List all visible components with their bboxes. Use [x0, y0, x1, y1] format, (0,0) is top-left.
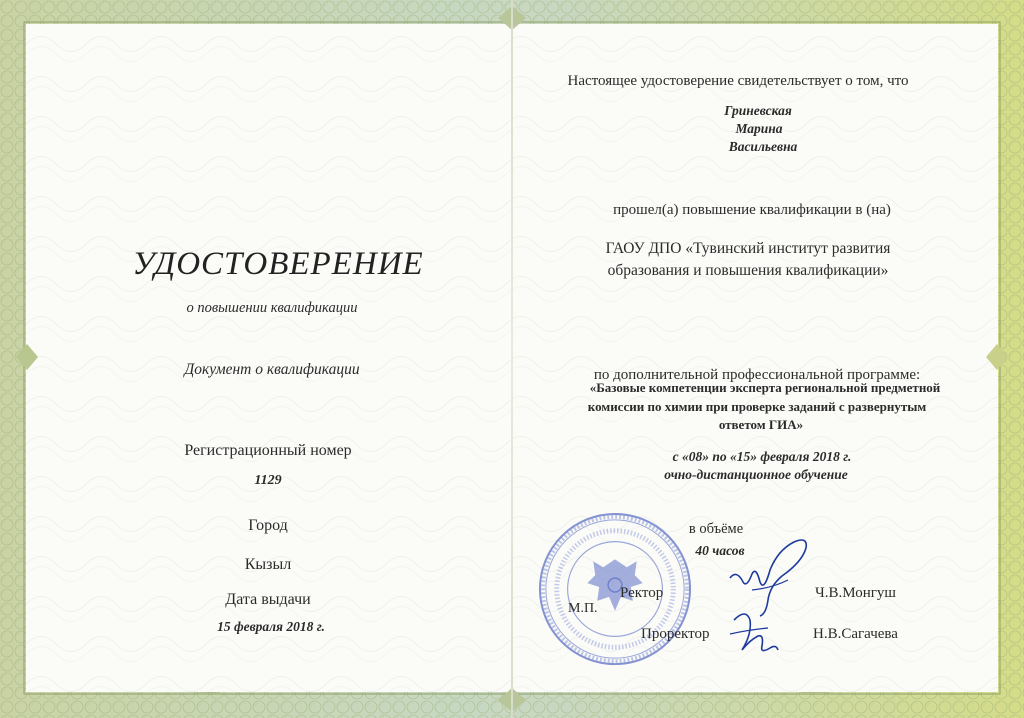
- study-period: с «08» по «15» февраля 2018 г.: [672, 449, 852, 464]
- left-ornament-icon: [16, 344, 38, 370]
- right-ornament-icon: [986, 344, 1008, 370]
- program-title-line-1: «Базовые компетенции эксперта региональной предметной: [589, 380, 941, 395]
- volume-label: в объёме: [688, 521, 744, 537]
- registration-number: 1129: [254, 473, 282, 488]
- hours-value: 40 часов: [695, 543, 745, 558]
- registration-label: Регистрационный номер: [184, 442, 352, 459]
- official-seal-icon: [536, 510, 694, 668]
- first-name: Марина: [735, 121, 783, 136]
- certifies-text: Настоящее удостоверение свидетельствует о том, что: [567, 73, 909, 89]
- page-fold: [511, 0, 513, 718]
- program-title-line-2: комиссии по химии при проверке заданий с развернутым: [587, 399, 927, 414]
- city-value: Кызыл: [244, 556, 292, 573]
- certificate-subtitle: о повышении квалификации: [186, 300, 358, 316]
- issue-date: 15 февраля 2018 г.: [217, 619, 325, 634]
- prorector-signature-icon: [724, 600, 784, 660]
- certificate-title: УДОСТОВЕРЕНИЕ: [132, 246, 424, 282]
- issue-date-label: Дата выдачи: [225, 591, 311, 608]
- city-label: Город: [248, 517, 288, 534]
- program-label: по дополнительной профессиональной программе:: [593, 367, 921, 383]
- passed-text: прошел(а) повышение квалификации в (на): [613, 202, 891, 218]
- prorector-label: Проректор: [641, 626, 710, 642]
- organization-line-2: образования и повышения квалификации»: [607, 262, 889, 279]
- stamp-label: М.П.: [568, 601, 598, 616]
- patronymic: Васильевна: [728, 139, 798, 154]
- rector-label: Ректор: [620, 585, 664, 601]
- organization-line-1: ГАОУ ДПО «Тувинский институт развития: [605, 240, 891, 257]
- document-type: Документ о квалификации: [184, 361, 360, 378]
- program-title-line-3: ответом ГИА»: [718, 417, 804, 432]
- prorector-name: Н.В.Сагачева: [813, 626, 898, 642]
- study-mode: очно-дистанционное обучение: [664, 467, 848, 482]
- rector-name: Ч.В.Монгуш: [815, 585, 896, 601]
- last-name: Гриневская: [724, 103, 792, 118]
